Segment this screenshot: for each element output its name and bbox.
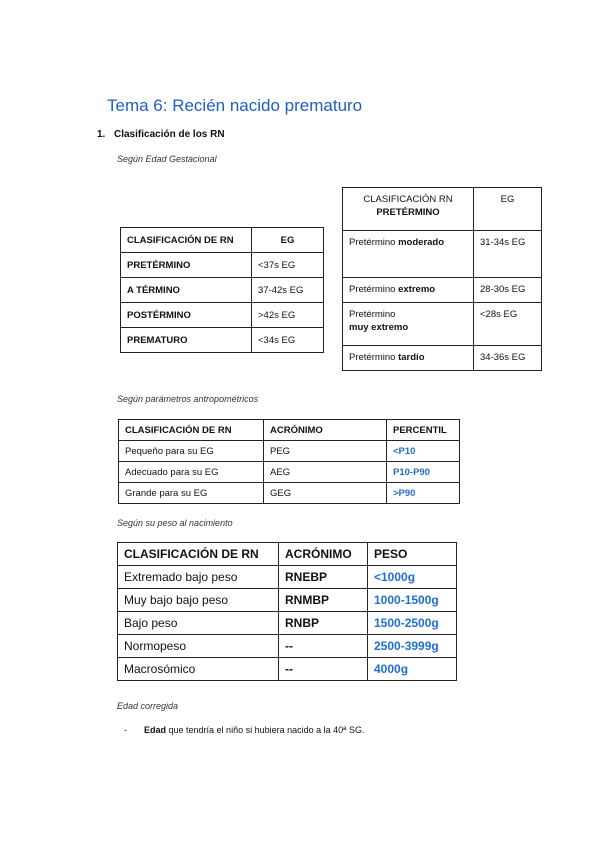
subheading-anthropometric: Según parámetros antropométricos <box>117 394 259 404</box>
bullet-bold: Edad <box>144 725 167 735</box>
table-cell <box>343 278 474 303</box>
table-cell: Muy bajo bajo peso <box>118 589 279 612</box>
birth-weight-table <box>117 542 457 681</box>
table-cell: RNBP <box>279 612 368 635</box>
cell-text: Pretérmino <box>349 237 399 248</box>
cell-text-bold: tardío <box>398 352 425 363</box>
table-cell: RNEBP <box>279 566 368 589</box>
table-cell: RNMBP <box>279 589 368 612</box>
table-row <box>343 346 542 371</box>
table-row <box>118 612 457 635</box>
table-cell: 1000-1500g <box>368 589 457 612</box>
header-cell: EG <box>474 188 542 231</box>
header-line: CLASIFICACIÓN RN <box>363 194 453 205</box>
header-cell <box>343 188 474 231</box>
cell-text-bold: extremo <box>398 284 436 295</box>
table-cell: Bajo peso <box>118 612 279 635</box>
cell-text-bold: moderado <box>398 237 445 248</box>
table-cell: PRETÉRMINO <box>121 253 252 278</box>
header-cell: PERCENTIL <box>387 420 460 441</box>
anthropometric-table <box>118 419 460 504</box>
table-cell: Extremado bajo peso <box>118 566 279 589</box>
bullet-dash: - <box>124 725 127 735</box>
table-cell: Grande para su EG <box>119 483 264 504</box>
section-label: Clasificación de los RN <box>114 129 225 140</box>
section-number: 1. <box>97 129 106 140</box>
table-cell <box>343 346 474 371</box>
cell-text: Pretérmino <box>349 352 399 363</box>
table-cell: <37s EG <box>252 253 324 278</box>
header-cell: ACRÓNIMO <box>279 543 368 566</box>
table-cell: <P10 <box>387 441 460 462</box>
table-cell: POSTÉRMINO <box>121 303 252 328</box>
table-row <box>118 566 457 589</box>
table-cell: 4000g <box>368 658 457 681</box>
table-row <box>343 303 542 346</box>
header-cell: EG <box>252 228 324 253</box>
table-row <box>121 278 324 303</box>
table-cell: 2500-3999g <box>368 635 457 658</box>
table-row <box>118 635 457 658</box>
table-cell <box>343 231 474 278</box>
table-cell: Macrosómico <box>118 658 279 681</box>
cell-text: Pretérmino <box>349 309 396 320</box>
table-cell: -- <box>279 635 368 658</box>
table-cell: -- <box>279 658 368 681</box>
table-cell: AEG <box>264 462 387 483</box>
header-cell: CLASIFICACIÓN DE RN <box>118 543 279 566</box>
table-header-row <box>343 188 542 231</box>
table-cell: A TÉRMINO <box>121 278 252 303</box>
table-cell: 34-36s EG <box>474 346 542 371</box>
section-heading <box>97 129 225 140</box>
table-row <box>119 462 460 483</box>
table-row <box>119 483 460 504</box>
header-cell: PESO <box>368 543 457 566</box>
table-cell: GEG <box>264 483 387 504</box>
header-cell: CLASIFICACIÓN DE RN <box>121 228 252 253</box>
header-line: PRETÉRMINO <box>376 207 440 218</box>
header-cell: ACRÓNIMO <box>264 420 387 441</box>
preterm-classification-table <box>342 187 542 371</box>
table-row <box>343 278 542 303</box>
table-cell: <28s EG <box>474 303 542 346</box>
subheading-corrected-age: Edad corregida <box>117 701 179 711</box>
table-header-row <box>121 228 324 253</box>
cell-text-bold: muy extremo <box>349 322 409 333</box>
table-row <box>119 441 460 462</box>
table-cell: >42s EG <box>252 303 324 328</box>
table-cell: 28-30s EG <box>474 278 542 303</box>
table-cell: Pequeño para su EG <box>119 441 264 462</box>
table-cell: Normopeso <box>118 635 279 658</box>
cell-text: Pretérmino <box>349 284 399 295</box>
table-cell: PREMATURO <box>121 328 252 353</box>
subheading-birth-weight: Según su peso al nacimiento <box>117 518 233 528</box>
page-title: Tema 6: Recién nacido prematuro <box>107 96 363 115</box>
table-cell: P10-P90 <box>387 462 460 483</box>
subheading-gestational-age: Según Edad Gestacional <box>117 154 217 164</box>
gestational-age-table <box>120 227 324 353</box>
table-cell: PEG <box>264 441 387 462</box>
table-row <box>121 253 324 278</box>
bullet-item <box>124 725 364 735</box>
table-cell: <34s EG <box>252 328 324 353</box>
table-row <box>121 328 324 353</box>
table-row <box>118 589 457 612</box>
header-cell: CLASIFICACIÓN DE RN <box>119 420 264 441</box>
table-header-row <box>119 420 460 441</box>
table-cell: >P90 <box>387 483 460 504</box>
table-cell: 31-34s EG <box>474 231 542 278</box>
table-header-row <box>118 543 457 566</box>
table-row <box>121 303 324 328</box>
table-cell <box>343 303 474 346</box>
table-cell: 1500-2500g <box>368 612 457 635</box>
bullet-text: que tendría el niño si hubiera nacido a la 40ª SG. <box>166 725 365 735</box>
table-cell: <1000g <box>368 566 457 589</box>
table-row <box>343 231 542 278</box>
table-cell: 37-42s EG <box>252 278 324 303</box>
table-cell: Adecuado para su EG <box>119 462 264 483</box>
table-row <box>118 658 457 681</box>
